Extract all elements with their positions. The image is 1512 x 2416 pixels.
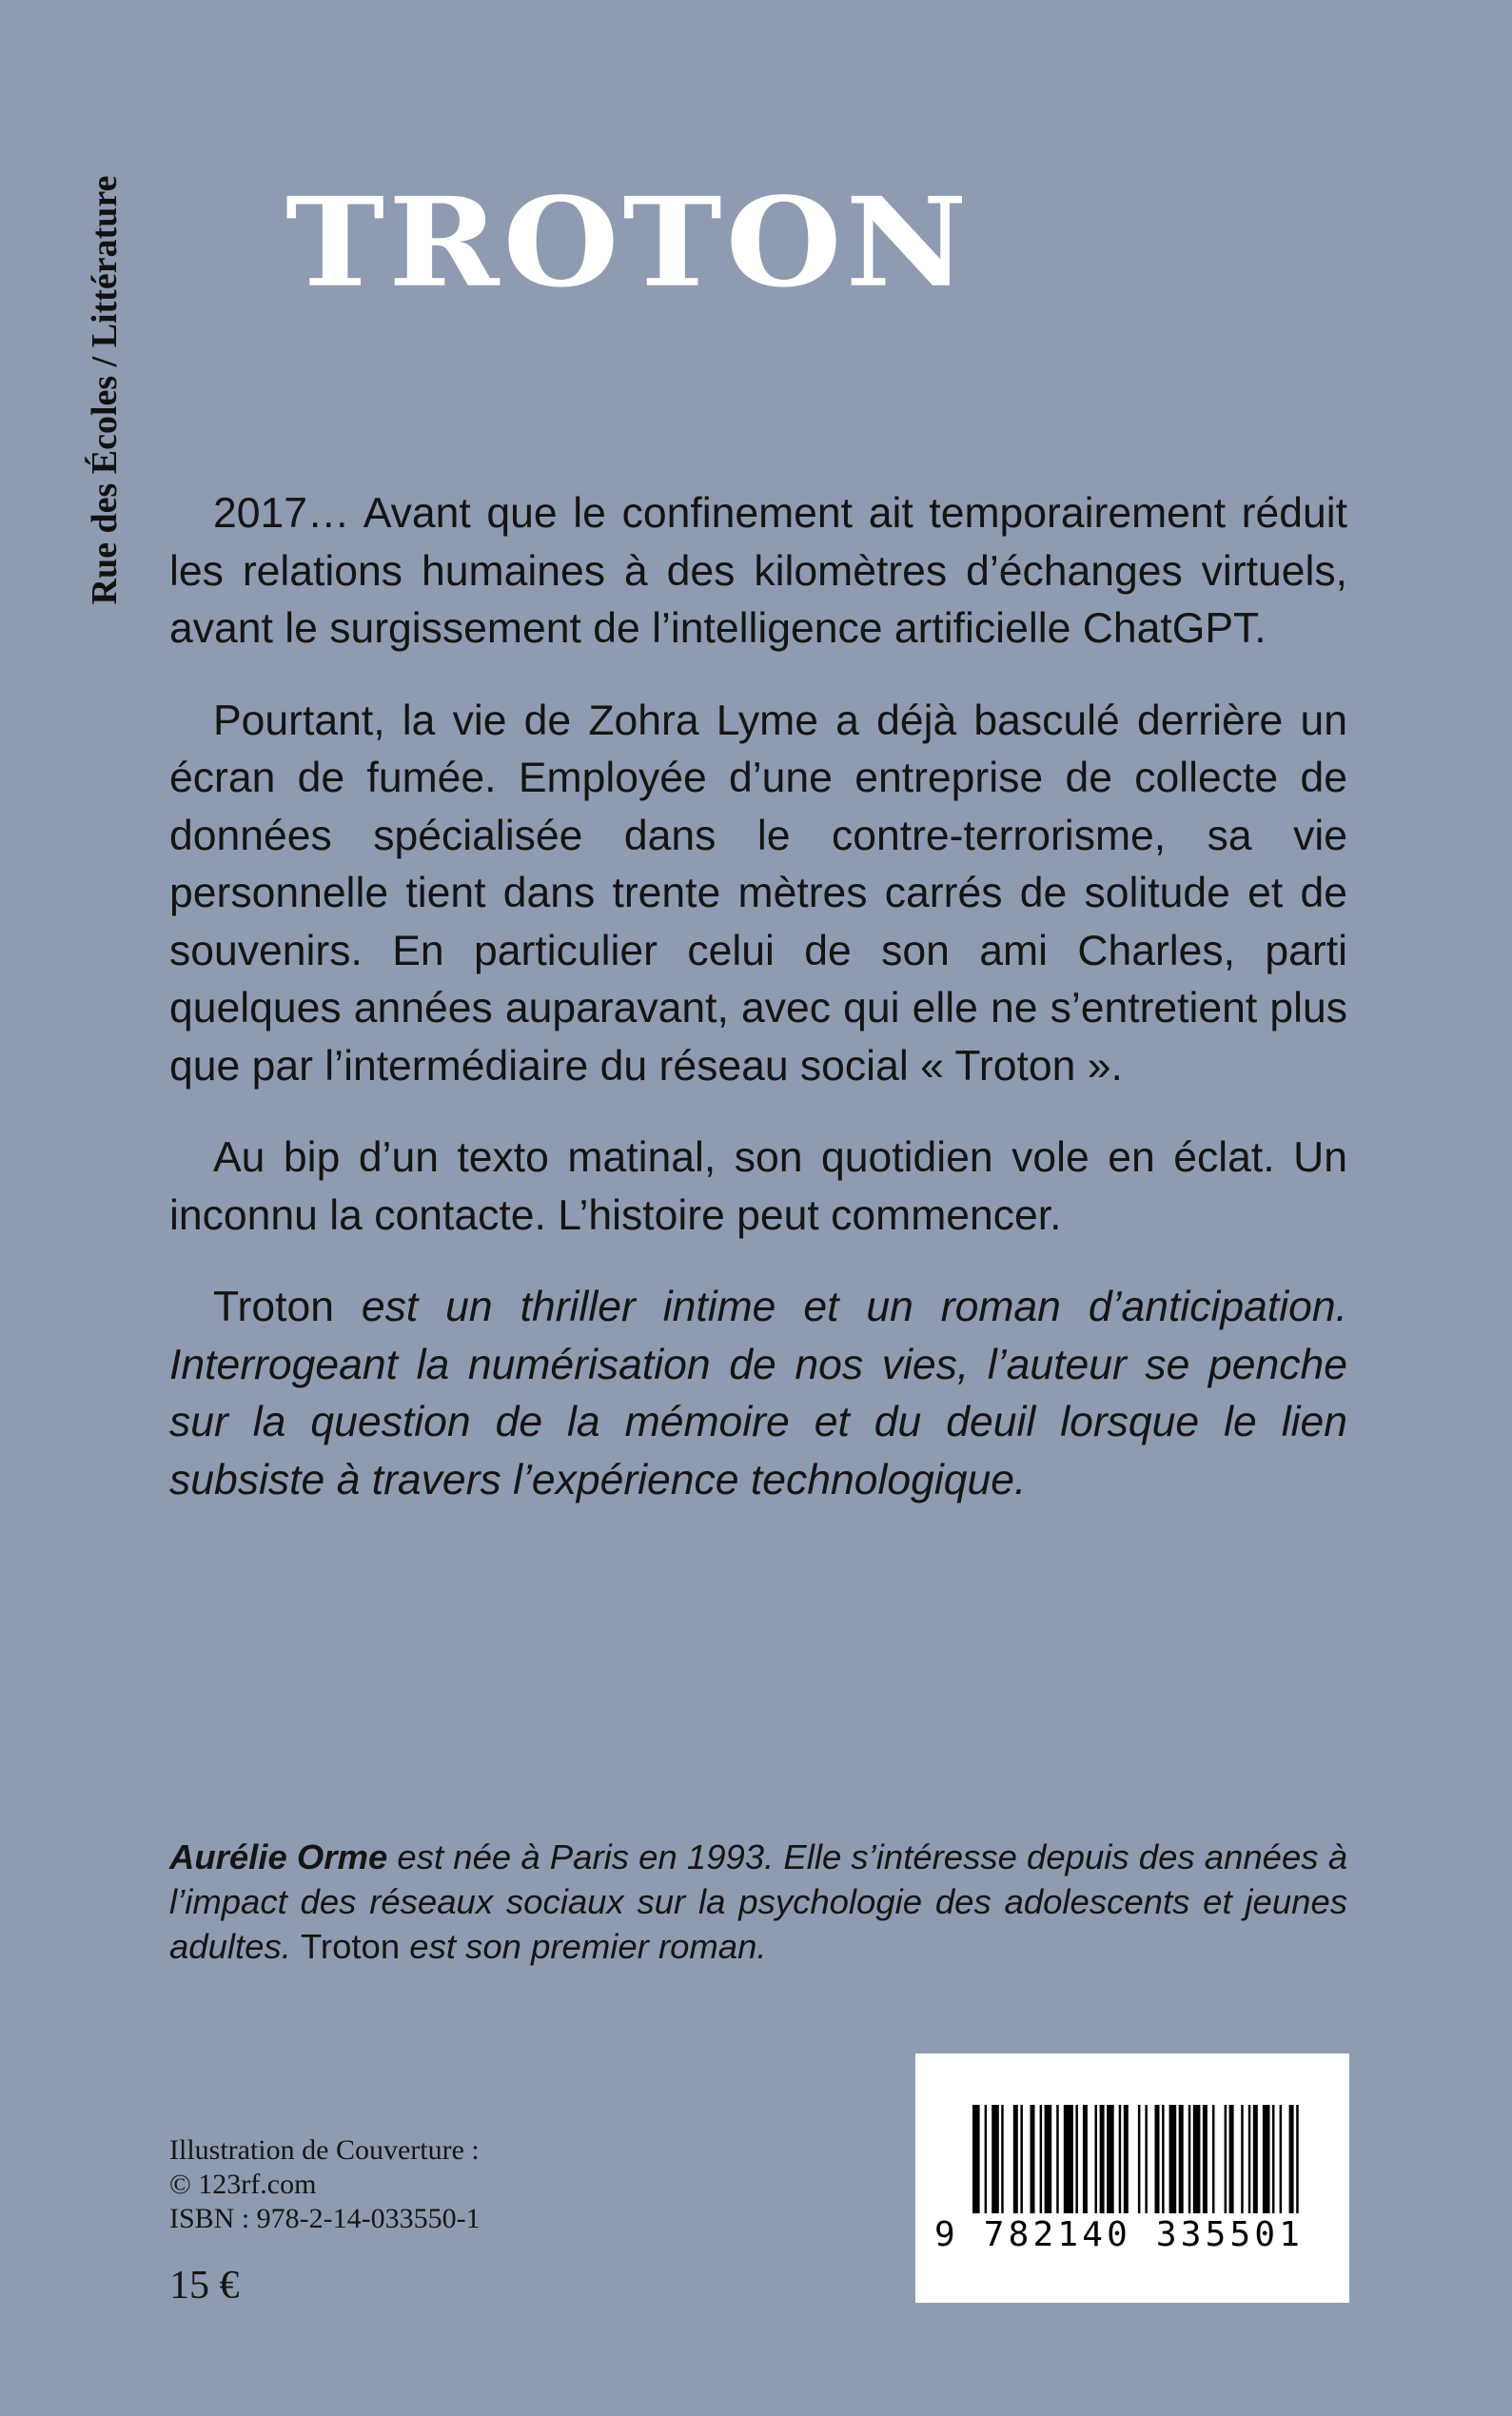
barcode-bar (1248, 2105, 1251, 2213)
barcode-bar (1145, 2105, 1148, 2213)
barcode-bar (1155, 2105, 1160, 2213)
barcode (915, 2053, 1349, 2303)
barcode-digits: 9 782140 335501 (934, 2215, 1305, 2254)
barcode-bar (1225, 2105, 1227, 2213)
isbn-text: ISBN : 978-2-14-033550-1 (169, 2203, 481, 2234)
author-bio-text-1: est née à Paris en 1993. Elle s’intéresse depuis des années à l’impact des réseaux sociaux sur la psychologie des adolescents et jeunes adultes. (169, 1837, 1347, 1966)
barcode-bar (1253, 2105, 1258, 2213)
author-bio-text-2: est son premier roman. (400, 1927, 767, 1966)
barcode-bar (1040, 2105, 1043, 2213)
barcode-bar (1013, 2105, 1018, 2213)
illustration-credit-label: Illustration de Couverture : (169, 2134, 480, 2166)
barcode-bar (1296, 2105, 1299, 2213)
author-bio-book-title: Troton (300, 1927, 401, 1966)
barcode-bar (985, 2105, 988, 2213)
book-title: TROTON (285, 171, 972, 316)
barcode-bars-graphic (915, 2053, 1349, 2303)
barcode-bar (1095, 2105, 1098, 2213)
barcode-bar (1169, 2105, 1177, 2213)
barcode-bar (1212, 2105, 1215, 2213)
barcode-bar (1045, 2105, 1052, 2213)
barcode-bar (1020, 2105, 1023, 2213)
barcode-bar (1289, 2105, 1294, 2213)
price: 15 € (169, 2264, 240, 2308)
barcode-bar (1119, 2105, 1122, 2213)
barcode-bar (1124, 2105, 1129, 2213)
barcode-bar (1162, 2105, 1165, 2213)
barcode-bar (1001, 2105, 1004, 2213)
credits-block (169, 2133, 481, 2236)
blurb-paragraph-4 (169, 1279, 1347, 1509)
blurb-paragraph-3: Au bip d’un texto matinal, son quotidien vole en éclat. Un inconnu la contacte. L’histoire peut commencer. (169, 1134, 1347, 1239)
illustration-credit-source: © 123rf.com (169, 2169, 317, 2200)
blurb-paragraph-4-text: est un thriller intime et un roman d’anticipation. Interrogeant la numérisation de nos vies, l’auteur se penche sur la question de la mémoire et du deuil lorsque le lien subsiste à travers l’expérience technologique. (169, 1284, 1347, 1503)
barcode-bar (1263, 2105, 1270, 2213)
barcode-bar (972, 2105, 980, 2213)
barcode-bar (1272, 2105, 1275, 2213)
barcode-bar (1203, 2105, 1208, 2213)
barcode-bar (1229, 2105, 1234, 2213)
barcode-bar (1179, 2105, 1184, 2213)
barcode-bar (1107, 2105, 1114, 2213)
barcode-bar (1280, 2105, 1283, 2213)
barcode-bar (1064, 2105, 1073, 2213)
spine-collection-label: Rue des Écoles / Littérature (85, 175, 125, 605)
barcode-bar (1031, 2105, 1035, 2213)
barcode-bar (1075, 2105, 1078, 2213)
barcode-bar (1188, 2105, 1191, 2213)
barcode-bar (1083, 2105, 1088, 2213)
blurb-book-title: Troton (213, 1284, 334, 1330)
barcode-bar (1241, 2105, 1244, 2213)
blurb-paragraph-2: Pourtant, la vie de Zohra Lyme a déjà basculé derrière un écran de fumée. Employée d’une entreprise de collecte de données spécialisée dans le contre-terrorisme, sa vie personnelle tient dans trente mètres carrés de solitude et de souvenirs. En particulier celui de son ami Charles, parti quelques années auparavant, avec qui elle ne s’entretient plus que par l’intermédiaire du réseau social « Troton ». (169, 697, 1347, 1090)
barcode-bar (1138, 2105, 1141, 2213)
back-cover-blurb (169, 485, 1347, 1543)
barcode-bar (992, 2105, 999, 2213)
blurb-paragraph-1: 2017… Avant que le confinement ait temporairement réduit les relations humaines à des kilomètres d’échanges virtuels, avant le surgissement de l’intelligence artificielle ChatGPT. (169, 490, 1347, 652)
author-bio (169, 1835, 1347, 1969)
barcode-bar (1056, 2105, 1059, 2213)
barcode-bar (1100, 2105, 1105, 2213)
author-name: Aurélie Orme (169, 1837, 388, 1876)
barcode-bar (1193, 2105, 1201, 2213)
